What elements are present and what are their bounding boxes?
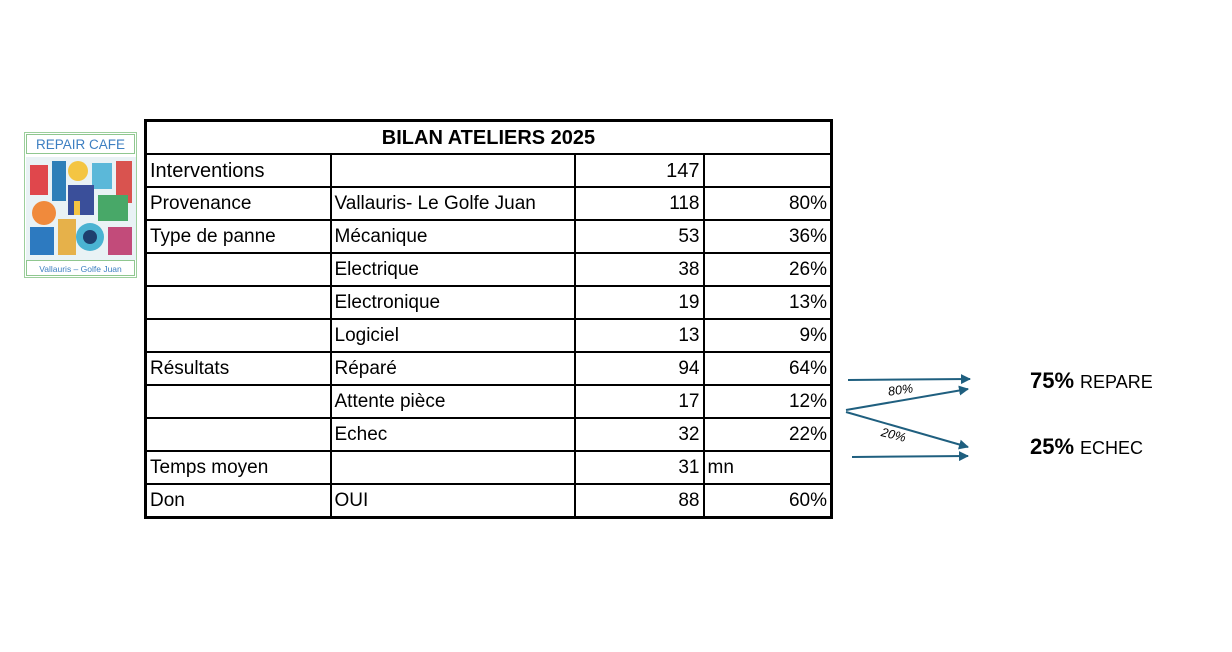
row-sub: OUI [331, 484, 575, 518]
row-sub: Electronique [331, 286, 575, 319]
row-value: 94 [575, 352, 704, 385]
row-sub: Vallauris- Le Golfe Juan [331, 187, 575, 220]
summary-repare-pct: 75% [1030, 368, 1075, 393]
row-pct: 80% [704, 187, 832, 220]
row-pct: 26% [704, 253, 832, 286]
row-value: 118 [575, 187, 704, 220]
row-pct: 36% [704, 220, 832, 253]
row-unit: mn [704, 451, 832, 484]
arrow-repare-direct [848, 379, 970, 380]
row-label: Temps moyen [146, 451, 331, 484]
row-label: Type de panne [146, 220, 331, 253]
table-title: BILAN ATELIERS 2025 [146, 121, 832, 155]
logo-title: REPAIR CAFE [26, 134, 135, 154]
arrow-attente-to-echec [846, 412, 968, 447]
row-sub: Electrique [331, 253, 575, 286]
row-pct: 9% [704, 319, 832, 352]
summary-echec-pct: 25% [1030, 434, 1075, 459]
summary-echec [1030, 434, 1143, 460]
row-sub: Echec [331, 418, 575, 451]
row-value: 88 [575, 484, 704, 518]
row-value: 32 [575, 418, 704, 451]
row-label: Résultats [146, 352, 331, 385]
row-sub: Logiciel [331, 319, 575, 352]
row-value: 38 [575, 253, 704, 286]
row-pct: 22% [704, 418, 832, 451]
row-pct: 13% [704, 286, 832, 319]
logo-subtitle: Vallauris – Golfe Juan [26, 260, 135, 276]
row-sub: Attente pièce [331, 385, 575, 418]
summary-repare-label: REPARE [1080, 372, 1153, 392]
row-label: Interventions [146, 154, 331, 187]
row-label: Provenance [146, 187, 331, 220]
row-value: 147 [575, 154, 704, 187]
row-value: 53 [575, 220, 704, 253]
summary-repare [1030, 368, 1153, 394]
row-label: Don [146, 484, 331, 518]
row-value: 31 [575, 451, 704, 484]
split-label-echec: 20% [879, 425, 908, 445]
row-sub: Mécanique [331, 220, 575, 253]
summary-echec-label: ECHEC [1080, 438, 1144, 458]
row-sub: Réparé [331, 352, 575, 385]
row-pct: 64% [704, 352, 832, 385]
row-pct: 12% [704, 385, 832, 418]
split-label-repare: 80% [887, 381, 914, 399]
row-value: 13 [575, 319, 704, 352]
row-value: 19 [575, 286, 704, 319]
row-value: 17 [575, 385, 704, 418]
arrow-echec-direct [852, 456, 968, 457]
row-pct: 60% [704, 484, 832, 518]
